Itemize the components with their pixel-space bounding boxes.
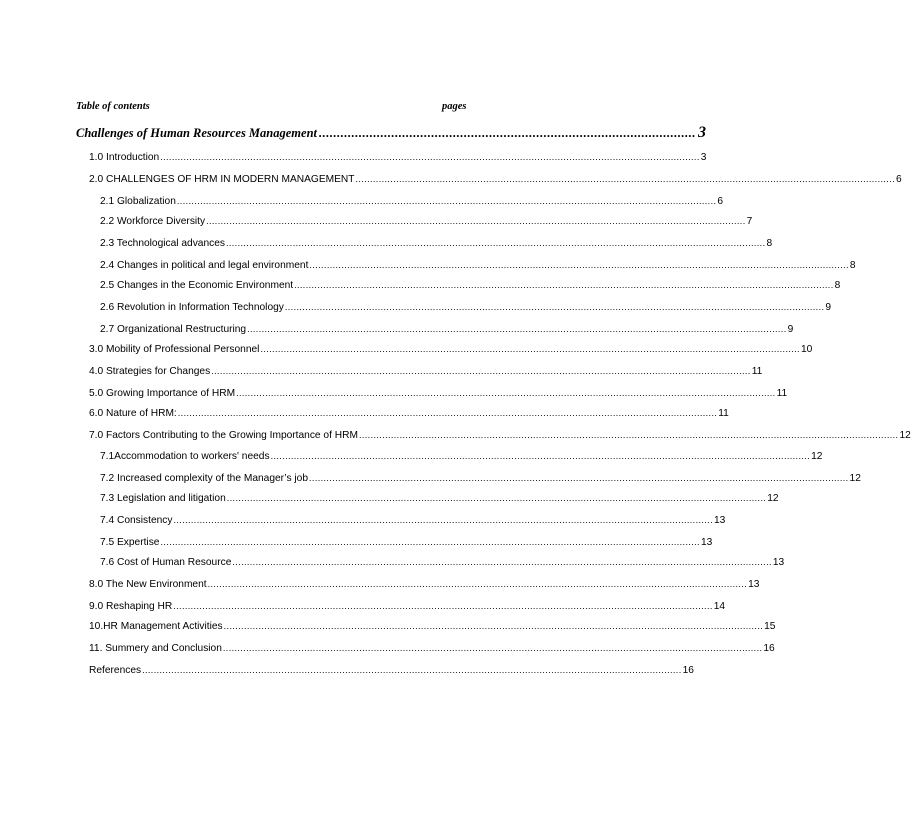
dot-leader: ..........................................................................................................................................................................................: [223, 621, 764, 631]
dot-leader: ..........................................................................................................................................................................................: [206, 216, 746, 226]
dot-leader: ..........................................................................................................................................................................................: [294, 280, 834, 290]
toc-entry[interactable]: [89, 665, 694, 679]
toc-entry-label: 2.4 Changes in political and legal environment: [100, 260, 309, 271]
toc-entry-label: 10.HR Management Activities: [89, 621, 223, 632]
main-entry-page: 3: [698, 124, 706, 141]
toc-entry-page: 16: [763, 643, 775, 654]
dot-leader: ..........................................................................................................................................................................................: [247, 324, 787, 334]
dot-leader: ..........................................................................................................................................................................................: [225, 238, 766, 248]
dot-leader: ..........................................................................................................................................................................................: [226, 493, 767, 503]
toc-entry[interactable]: [89, 601, 726, 615]
toc-main-entry[interactable]: [76, 124, 706, 142]
toc-entry[interactable]: [100, 493, 779, 507]
toc-entry-label: References: [89, 665, 142, 676]
toc-entry-page: 11: [751, 366, 763, 377]
dot-leader: ..........................................................................................................................................................................................: [309, 260, 849, 270]
toc-entry-page: 15: [764, 621, 776, 632]
toc-entry[interactable]: [89, 388, 788, 402]
toc-entry-page: 11: [776, 388, 788, 399]
toc-entry-page: 12: [767, 493, 779, 504]
pages-heading: pages: [442, 101, 467, 112]
dot-leader: ..........................................................................................................................................................................................: [232, 557, 772, 567]
toc-entry-page: 14: [713, 601, 726, 612]
toc-entry-page: 13: [700, 537, 713, 548]
toc-entry[interactable]: [89, 430, 911, 444]
toc-entry-label: 7.3 Legislation and litigation: [100, 493, 226, 504]
toc-entry[interactable]: [89, 408, 729, 422]
toc-header: [76, 101, 564, 112]
toc-entry-label: 7.1Accommodation to workers' needs: [100, 451, 270, 462]
toc-entry-label: 5.0 Growing Importance of HRM: [89, 388, 236, 399]
toc-entry-page: 7: [746, 216, 753, 227]
toc-entry[interactable]: [100, 302, 832, 316]
toc-entry-label: 3.0 Mobility of Professional Personnel: [89, 344, 260, 355]
toc-entry-label: 1.0 Introduction: [89, 152, 160, 163]
toc-entry[interactable]: [100, 238, 773, 252]
toc-entry-page: 8: [834, 280, 841, 291]
dot-leader: ..........................................................................................................................................................................................: [160, 537, 700, 547]
dot-leader: ..........................................................................................................................................................................................: [260, 344, 800, 354]
toc-entry-label: 2.6 Revolution in Information Technology: [100, 302, 284, 313]
toc-entry-label: 11. Summery and Conclusion: [89, 643, 222, 654]
toc-entry-label: 2.0 CHALLENGES OF HRM IN MODERN MANAGEMENT: [89, 174, 355, 185]
toc-entry-page: 9: [825, 302, 832, 313]
toc-entry-label: 2.7 Organizational Restructuring: [100, 324, 247, 335]
toc-entry-label: 2.3 Technological advances: [100, 238, 225, 249]
toc-entry-page: 11: [718, 408, 729, 419]
main-entry-title: Challenges of Human Resources Management: [76, 126, 317, 140]
toc-entry[interactable]: [89, 344, 813, 358]
dot-leader: ..........................................................................................................................................................................................: [236, 388, 776, 398]
toc-entry[interactable]: [100, 537, 713, 551]
toc-entry[interactable]: [89, 174, 902, 188]
toc-entry[interactable]: [100, 216, 753, 230]
dot-leader: ..........................................................................................................................................................................................: [176, 196, 717, 206]
dot-leader: ..........................................................................................................................................................................................: [309, 473, 849, 483]
toc-entry-label: 9.0 Reshaping HR: [89, 601, 173, 612]
toc-entry[interactable]: [100, 515, 726, 529]
toc-entry[interactable]: [89, 579, 760, 593]
toc-entry-page: 6: [895, 174, 902, 185]
toc-heading: Table of contents: [76, 101, 150, 112]
toc-entry-page: 8: [849, 260, 856, 271]
dot-leader: ..........................................................................................................................................................................................: [173, 601, 713, 611]
dot-leader: ........................................................................................................: [319, 126, 696, 140]
dot-leader: ..........................................................................................................................................................................................: [173, 515, 713, 525]
toc-entry-page: 8: [766, 238, 773, 249]
toc-entry-label: 7.2 Increased complexity of the Manager’s job: [100, 473, 309, 484]
toc-entry-label: 7.6 Cost of Human Resource: [100, 557, 232, 568]
toc-entry-label: 2.2 Workforce Diversity: [100, 216, 206, 227]
toc-entry-page: 12: [899, 430, 911, 441]
toc-entry-page: 13: [748, 579, 760, 590]
toc-entry-label: 2.1 Globalization: [100, 196, 176, 207]
dot-leader: ..........................................................................................................................................................................................: [355, 174, 895, 184]
dot-leader: ..........................................................................................................................................................................................: [142, 665, 682, 675]
dot-leader: ..........................................................................................................................................................................................: [177, 408, 718, 418]
dot-leader: ..........................................................................................................................................................................................: [160, 152, 700, 162]
toc-entry-page: 10: [800, 344, 813, 355]
dot-leader: ..........................................................................................................................................................................................: [222, 643, 763, 653]
toc-entry[interactable]: [100, 260, 856, 274]
toc-entry-page: 13: [772, 557, 785, 568]
toc-entry-page: 12: [811, 451, 823, 462]
toc-entry-label: 2.5 Changes in the Economic Environment: [100, 280, 294, 291]
toc-entry-label: 6.0 Nature of HRM:: [89, 408, 177, 419]
dot-leader: ..........................................................................................................................................................................................: [284, 302, 825, 312]
toc-entry-label: 7.0 Factors Contributing to the Growing Importance of HRM: [89, 430, 358, 441]
dot-leader: ..........................................................................................................................................................................................: [207, 579, 748, 589]
toc-entry-page: 3: [700, 152, 707, 163]
toc-entry[interactable]: [89, 643, 775, 657]
toc-entry-page: 12: [849, 473, 861, 484]
toc-entry[interactable]: [100, 557, 785, 571]
toc-entry[interactable]: [100, 280, 841, 294]
dot-leader: ..........................................................................................................................................................................................: [211, 366, 751, 376]
toc-entry-page: 16: [682, 665, 694, 676]
toc-entry[interactable]: [100, 451, 823, 465]
toc-entry[interactable]: [100, 196, 724, 210]
dot-leader: ..........................................................................................................................................................................................: [358, 430, 899, 440]
toc-entry-page: 9: [787, 324, 794, 335]
toc-entry-label: 4.0 Strategies for Changes: [89, 366, 211, 377]
toc-entry[interactable]: [89, 152, 707, 166]
toc-entry[interactable]: [100, 324, 794, 338]
dot-leader: ..........................................................................................................................................................................................: [270, 451, 811, 461]
toc-entry-label: 7.5 Expertise: [100, 537, 160, 548]
toc-entry[interactable]: [89, 621, 776, 635]
toc-entry[interactable]: [89, 366, 763, 380]
toc-entry[interactable]: [100, 473, 861, 487]
toc-entry-page: 6: [717, 196, 724, 207]
toc-entry-page: 13: [713, 515, 726, 526]
toc-entry-label: 7.4 Consistency: [100, 515, 173, 526]
toc-entry-label: 8.0 The New Environment: [89, 579, 207, 590]
